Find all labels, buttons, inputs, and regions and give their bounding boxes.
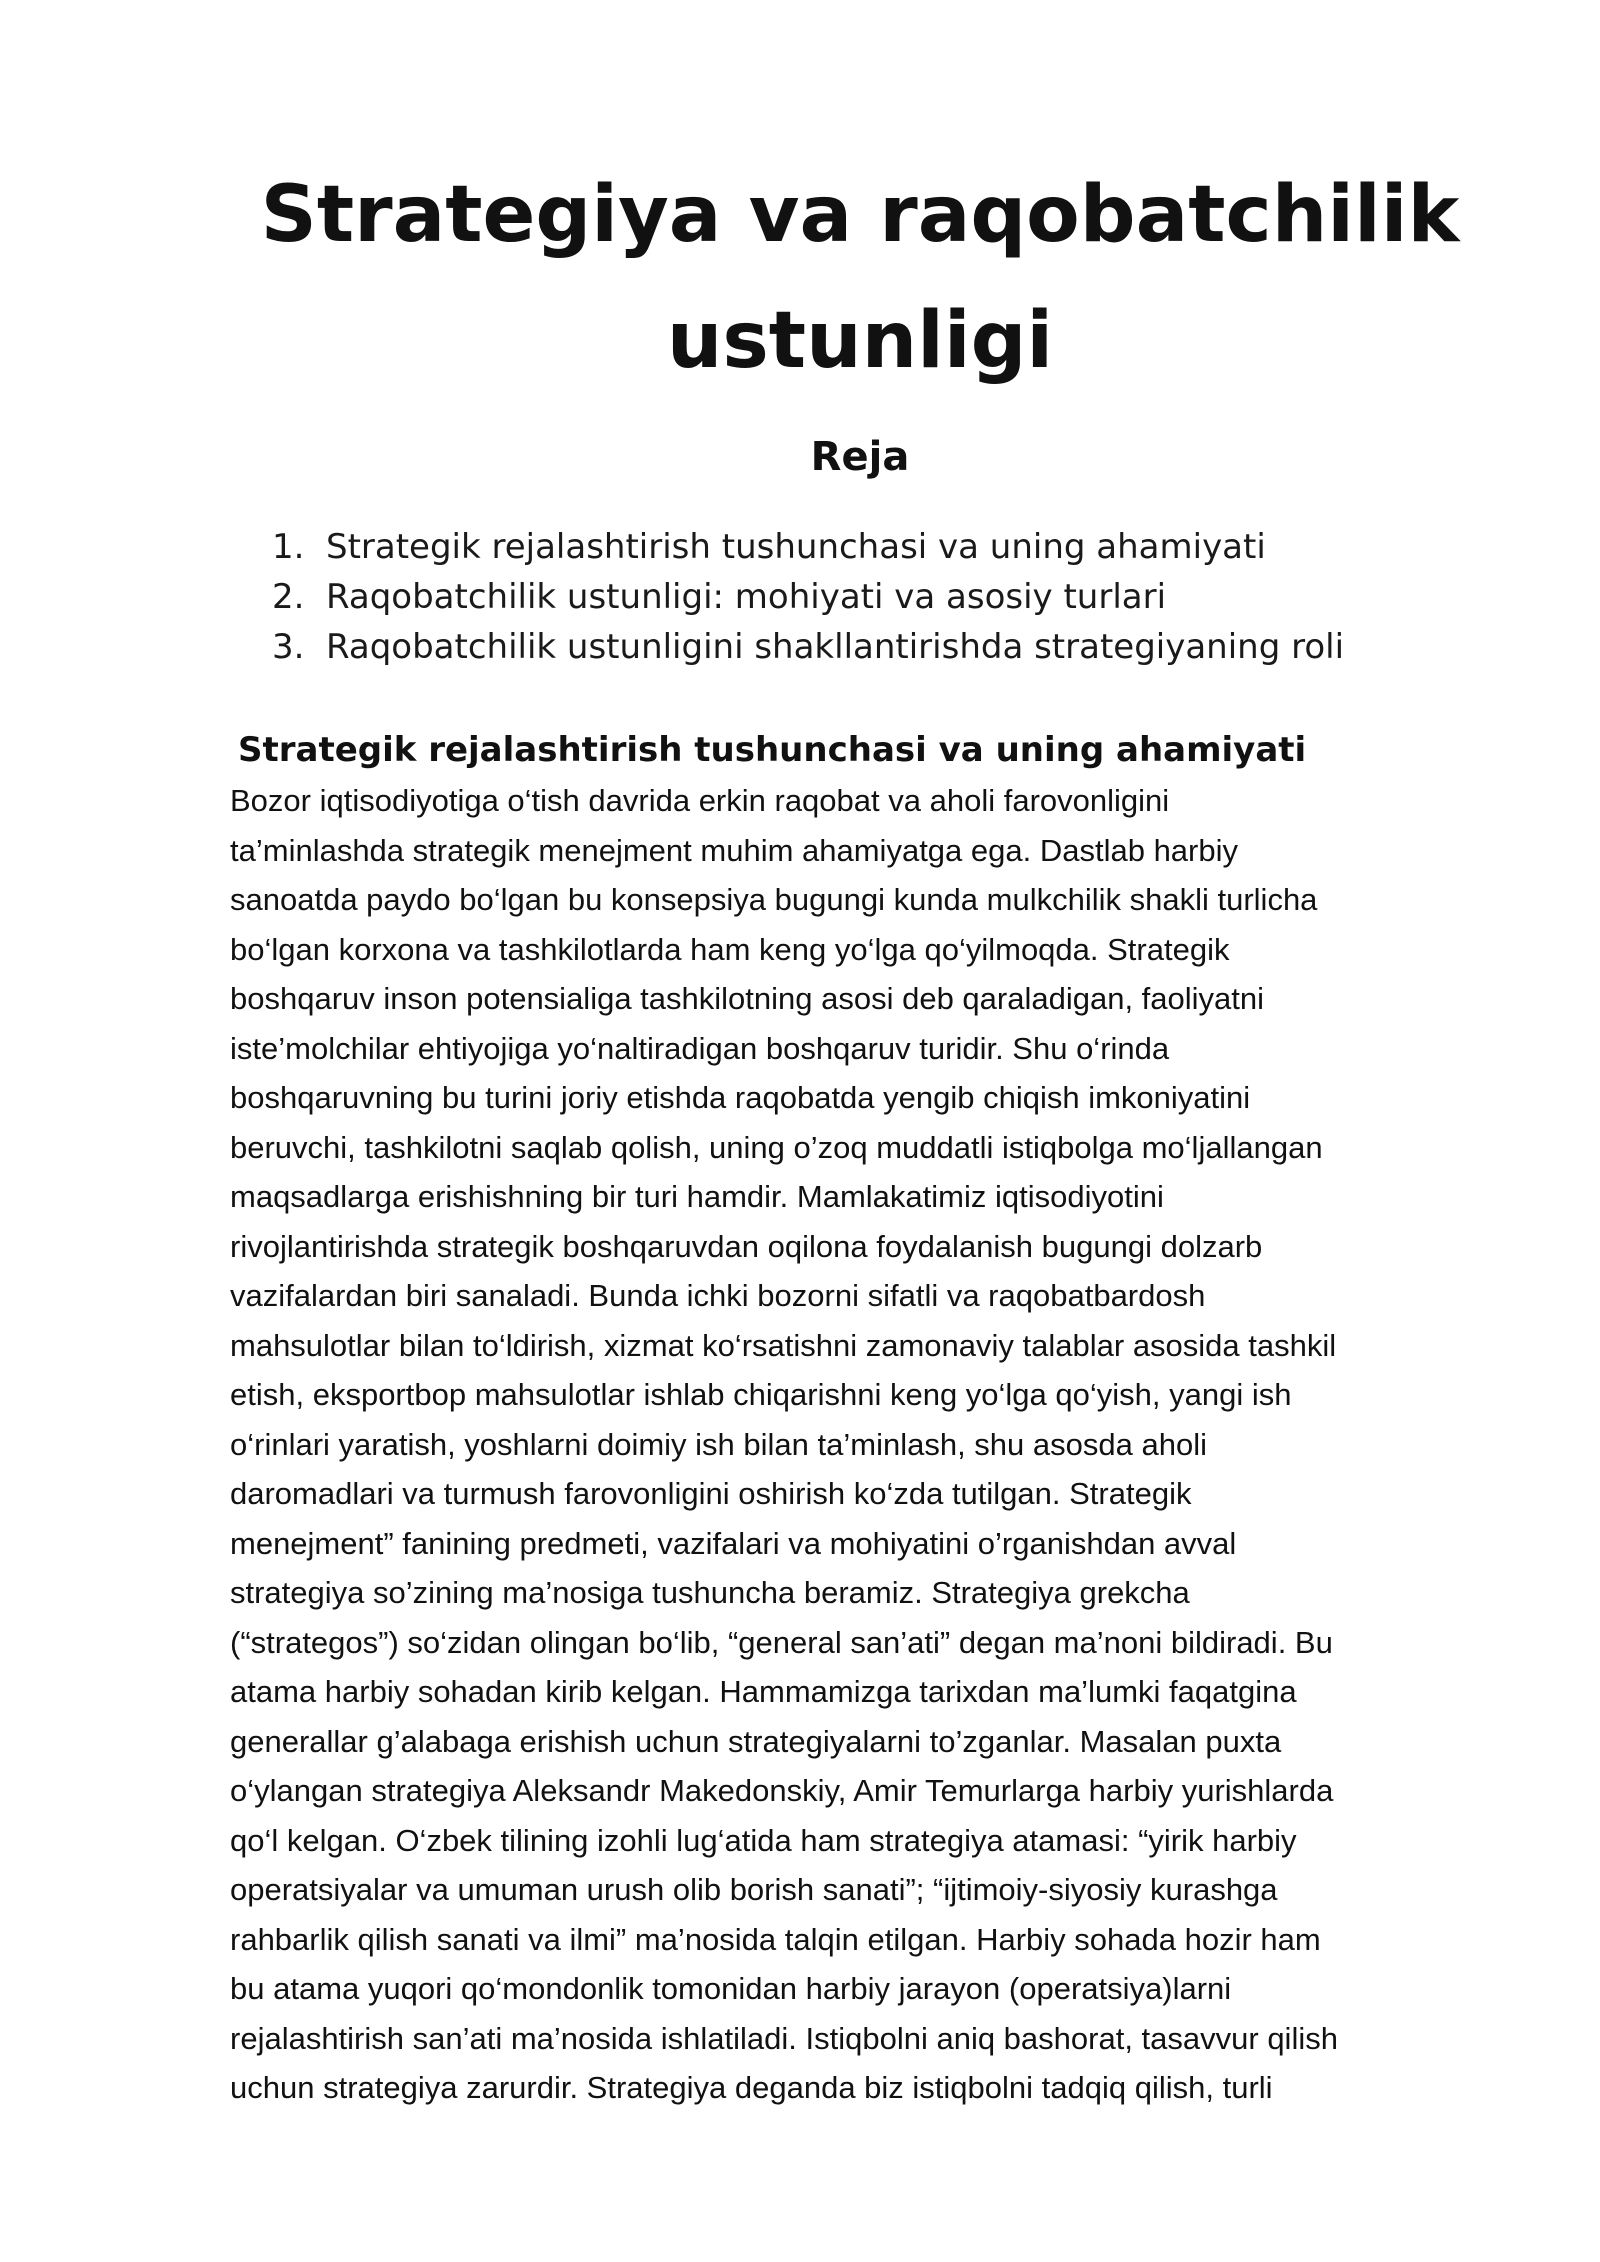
plan-item-text: Strategik rejalashtirish tushunchasi va uning ahamiyati	[326, 527, 1266, 567]
paragraph-line: menejment” fanining predmeti, vazifalari va mohiyatini o’rganishdan avval	[230, 1525, 1237, 1561]
title-line-2: ustunligi	[666, 296, 1054, 386]
paragraph-line: etish, eksportbop mahsulotlar ishlab chiqarishni keng yo‘lga qo‘yish, yangi ish	[230, 1377, 1292, 1412]
paragraph-line: sanoatda paydo bo‘lgan bu konsepsiya bugungi kunda mulkchilik shakli turlicha	[230, 882, 1318, 917]
plan-item-number: 2.	[272, 577, 305, 617]
paragraph-line: maqsadlarga erishishning bir turi hamdir. Mamlakatimiz iqtisodiyotini	[230, 1179, 1164, 1214]
paragraph-line: mahsulotlar bilan to‘ldirish, xizmat ko‘rsatishni zamonaviy talablar asosida tashkil	[230, 1327, 1337, 1363]
paragraph-line: ta’minlashda strategik menejment muhim ahamiyatga ega. Dastlab harbiy	[230, 832, 1238, 868]
plan-item	[272, 522, 1344, 572]
plan-item-number: 1.	[272, 527, 305, 567]
page-title	[230, 152, 1490, 404]
paragraph-line: rejalashtirish san’ati ma’nosida ishlatiladi. Istiqbolni aniq bashorat, tasavvur qilish	[230, 2020, 1338, 2056]
paragraph-line: bo‘lgan korxona va tashkilotlarda ham keng yo‘lga qo‘yilmoqda. Strategik	[230, 931, 1230, 967]
paragraph-line: boshqaruvning bu turini joriy etishda raqobatda yengib chiqish imkoniyatini	[230, 1080, 1251, 1115]
paragraph-line: o‘rinlari yaratish, yoshlarni doimiy ish bilan ta’minlash, shu asosda aholi	[230, 1426, 1207, 1462]
paragraph-line: daromadlari va turmush farovonligini oshirish ko‘zda tutilgan. Strategik	[230, 1476, 1192, 1511]
plan-item-text: Raqobatchilik ustunligini shakllantirishda strategiyaning roli	[326, 627, 1345, 667]
paragraph-line: iste’molchilar ehtiyojiga yo‘naltiradigan boshqaruv turidir. Shu o‘rinda	[230, 1030, 1170, 1066]
paragraph-line: rivojlantirishda strategik boshqaruvdan oqilona foydalanish bugungi dolzarb	[230, 1228, 1263, 1264]
paragraph-line: qo‘l kelgan. O‘zbek tilining izohli lug‘atida ham strategiya atamasi: “yirik harbiy	[230, 1822, 1297, 1858]
paragraph-line: strategiya so’zining ma’nosiga tushuncha beramiz. Strategiya grekcha	[230, 1575, 1190, 1610]
paragraph-line: bu atama yuqori qo‘mondonlik tomonidan harbiy jarayon (operatsiya)larni	[230, 1971, 1232, 2006]
paragraph-line: Bozor iqtisodiyotiga o‘tish davrida erkin raqobat va aholi farovonligini	[230, 783, 1170, 818]
plan-item	[272, 572, 1344, 622]
paragraph-line: boshqaruv inson potensialiga tashkilotning asosi deb qaraladigan, faoliyatni	[230, 981, 1265, 1016]
plan-item-number: 3.	[272, 627, 305, 667]
section-heading: Strategik rejalashtirish tushunchasi va uning ahamiyati	[238, 730, 1307, 770]
paragraph-line: beruvchi, tashkilotni saqlab qolish, uning o’zoq muddatli istiqbolga mo‘ljallangan	[230, 1129, 1323, 1165]
plan-item-text: Raqobatchilik ustunligi: mohiyati va asosiy turlari	[326, 577, 1167, 617]
paragraph-line: rahbarlik qilish sanati va ilmi” ma’nosida talqin etilgan. Harbiy sohada hozir ham	[230, 1921, 1321, 1957]
title-line-1: Strategiya va raqobatchilik	[260, 170, 1460, 260]
paragraph-line: (“strategos”) so‘zidan olingan bo‘lib, “general san’ati” degan ma’noni bildiradi. Bu	[230, 1624, 1333, 1660]
paragraph-line: uchun strategiya zarurdir. Strategiya deganda biz istiqbolni tadqiq qilish, turli	[230, 2070, 1273, 2105]
plan-list	[272, 522, 1344, 672]
paragraph-line: generallar g’alabaga erishish uchun strategiyalarni to’zganlar. Masalan puxta	[230, 1723, 1282, 1759]
paragraph-line: o‘ylangan strategiya Aleksandr Makedonskiy, Amir Temurlarga harbiy yurishlarda	[230, 1773, 1334, 1808]
plan-item	[272, 622, 1344, 672]
plan-heading: Reja	[810, 434, 910, 480]
paragraph-line: operatsiyalar va umuman urush olib borish sanati”; “ijtimoiy-siyosiy kurashga	[230, 1872, 1278, 1907]
paragraph-line: atama harbiy sohadan kirib kelgan. Hammamizga tarixdan ma’lumki faqatgina	[230, 1674, 1297, 1709]
body-paragraph	[230, 776, 1500, 2113]
paragraph-line: vazifalardan biri sanaladi. Bunda ichki bozorni sifatli va raqobatbardosh	[230, 1278, 1206, 1313]
